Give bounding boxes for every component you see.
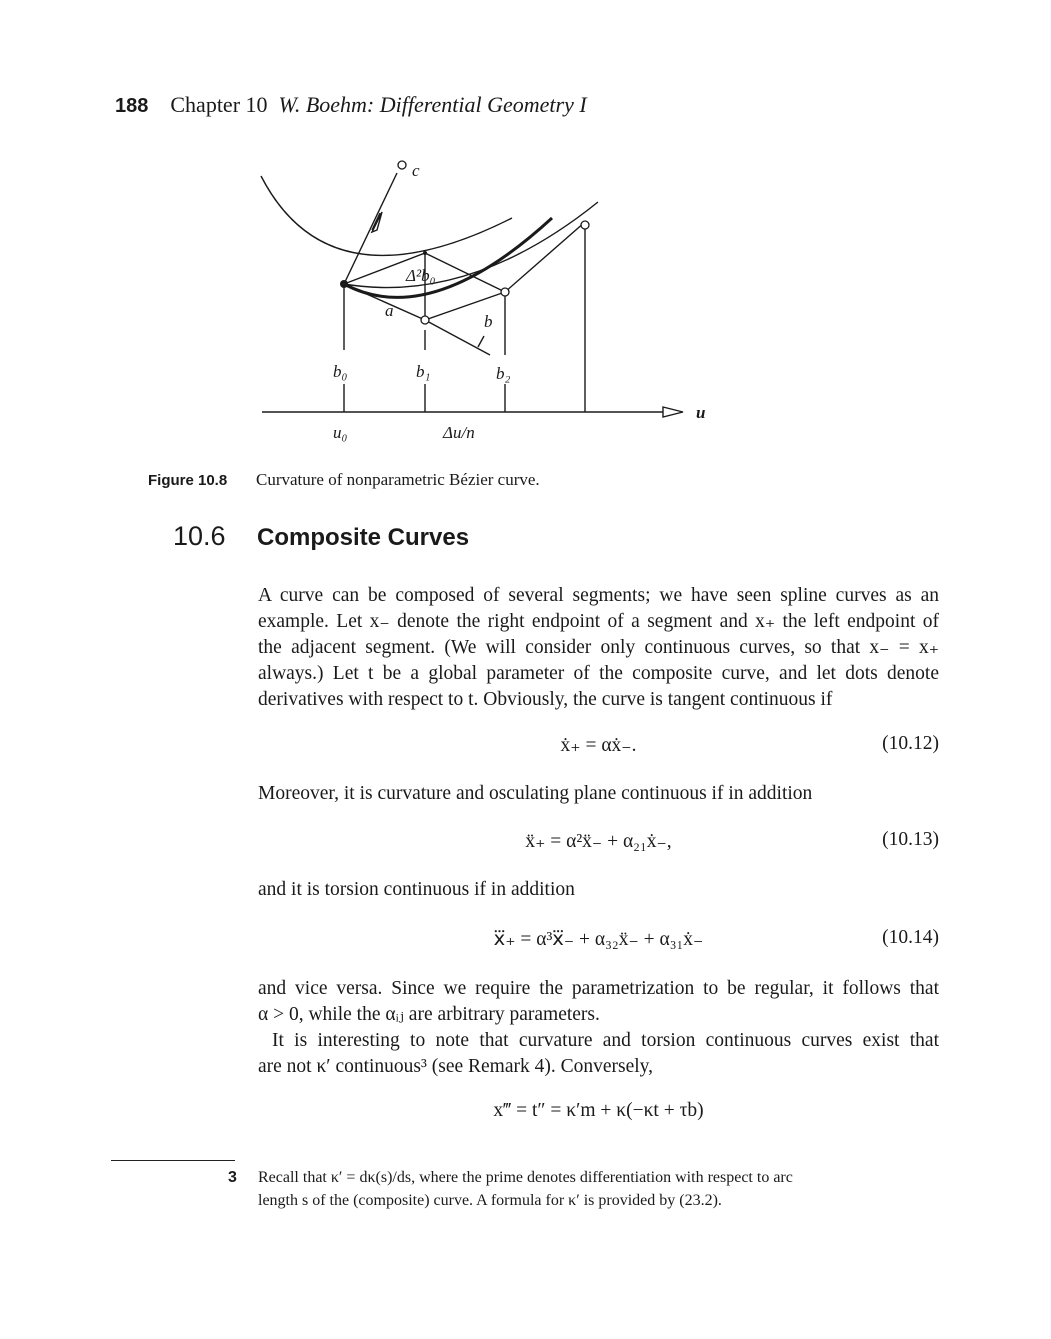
chapter-label: Chapter 10 — [170, 92, 268, 117]
section-title: Composite Curves — [257, 524, 470, 551]
equation-10-13 — [258, 829, 939, 857]
equation-10-12-number: (10.12) — [882, 733, 939, 754]
equation-10-12-body: ẋ₊ = αẋ₋. — [560, 735, 637, 756]
line-to-right — [505, 222, 585, 292]
point-c — [398, 161, 406, 169]
paragraph-3-line: and it is torsion continuous if in addition — [258, 879, 575, 900]
footnote — [228, 1166, 793, 1212]
section-heading — [173, 521, 469, 552]
footnote-line-2: length s of the (composite) curve. A formula for κ′ is provided by (23.2). — [258, 1192, 722, 1209]
u-axis-arrow — [663, 407, 683, 417]
footnote-rule — [111, 1160, 235, 1161]
label-u: u — [696, 403, 706, 422]
paragraph-1-line: example. Let x₋ denote the right endpoint of a segment and x₊ the left endpoint of — [258, 611, 939, 632]
paragraph-5-line: It is interesting to note that curvature and torsion continuous curves exist that — [272, 1030, 939, 1051]
equation-10-14-body: x⃛₊ = α³x⃛₋ + α₃₂ẍ₋ + α₃₁ẋ₋ — [493, 929, 704, 950]
label-delta2b0: Δ²b₀ — [406, 266, 436, 285]
paragraph-1-line: always.) Let t be a global parameter of the composite curve, and let dots denote — [258, 663, 939, 684]
page-header — [115, 92, 587, 118]
paragraph-4-line: and vice versa. Since we require the parametrization to be regular, it follows that — [258, 978, 939, 999]
label-b: b — [484, 312, 493, 331]
paragraph-1-line: derivatives with respect to t. Obviously, the curve is tangent continuous if — [258, 689, 833, 710]
paragraph-3 — [258, 877, 939, 903]
paragraph-4 — [258, 976, 939, 1028]
page-number: 188 — [115, 95, 149, 117]
figure-caption — [148, 470, 540, 490]
equation-10-12 — [258, 733, 939, 761]
paragraph-1-line: the adjacent segment. (We will consider only continuous curves, so that x₋ = x₊ — [258, 637, 939, 658]
section-number: 10.6 — [173, 521, 226, 551]
footnote-marker: 3 — [228, 1169, 237, 1186]
point-b1 — [421, 316, 429, 324]
figure-caption-label: Figure 10.8 — [148, 472, 228, 489]
point-delta — [423, 251, 427, 255]
point-b0 — [340, 280, 348, 288]
paragraph-1 — [258, 583, 939, 713]
paragraph-1-line: A curve can be composed of several segments; we have seen spline curves as an — [258, 585, 939, 606]
label-b0: b₀ — [333, 362, 348, 381]
equation-10-14 — [258, 927, 939, 955]
label-a: a — [385, 301, 394, 320]
equation-10-13-body: ẍ₊ = α²ẍ₋ + α₂₁ẋ₋, — [525, 831, 672, 852]
paragraph-2 — [258, 781, 939, 807]
line-b — [425, 320, 490, 355]
paragraph-5-line: are not κ′ continuous³ (see Remark 4). Conversely, — [258, 1056, 654, 1077]
equation-curvature-derivative — [258, 1100, 939, 1128]
paragraph-5 — [258, 1028, 939, 1080]
chapter-title: W. Boehm: Differential Geometry I — [278, 92, 587, 117]
paragraph-2-line: Moreover, it is curvature and osculating plane continuous if in addition — [258, 783, 813, 804]
label-c: c — [412, 161, 420, 180]
equation-10-13-number: (10.13) — [882, 829, 939, 850]
osculating-circle-arc — [261, 176, 512, 255]
label-u0: u₀ — [333, 423, 348, 442]
equation-curvature-derivative-body: x‴ = t″ = κ′m + κ(−κt + τb) — [493, 1100, 704, 1121]
footnote-line-1: Recall that κ′ = dκ(s)/ds, where the prime denotes differentiation with respect to arc — [258, 1169, 793, 1186]
point-right — [581, 221, 589, 229]
label-b2: b₂ — [496, 364, 511, 383]
figure-bezier-curvature — [250, 150, 720, 450]
tick-b — [478, 336, 484, 347]
label-delta-u-n: Δu/n — [443, 423, 475, 442]
point-b2 — [501, 288, 509, 296]
paragraph-4-line: α > 0, while the αᵢⱼ are arbitrary parameters. — [258, 1004, 600, 1025]
equation-10-14-number: (10.14) — [882, 927, 939, 948]
label-b1: b₁ — [416, 362, 431, 381]
figure-caption-text: Curvature of nonparametric Bézier curve. — [256, 470, 540, 489]
